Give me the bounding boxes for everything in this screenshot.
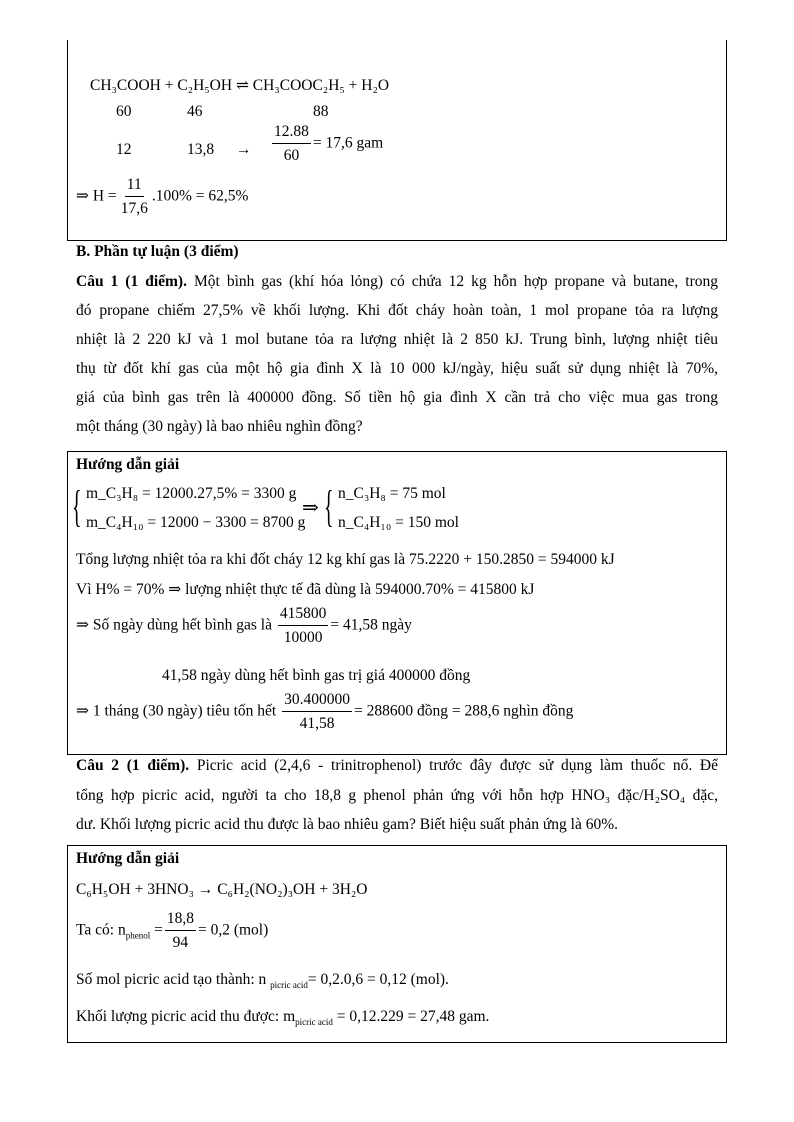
q1-line: thụ từ đốt khí gas của một hộ gia đình X là 10 000 kJ/ngày, hiệu suất sử dụng nhiệt là 70%,: [76, 360, 718, 377]
molar-mass-ester: 88: [313, 103, 329, 120]
q1-line: [76, 273, 718, 291]
molar-mass-ethanol: 46: [187, 103, 203, 120]
amount-acid: 12: [116, 141, 132, 158]
fraction-result: = 17,6 gam: [312, 134, 384, 152]
yield-result: .100% = 62,5%: [151, 187, 249, 205]
picric-result: = 0,2.0,6 = 0,12 (mol).: [307, 971, 449, 988]
moles-propane: n_C₃H₈ = 75 mol: [338, 485, 446, 502]
molar-mass-acid: 60: [116, 103, 132, 120]
left-brace: {: [72, 482, 82, 531]
fraction-denominator: 10000: [283, 629, 323, 646]
fraction-denominator: 17,6: [120, 200, 148, 217]
fraction-denominator: 60: [283, 147, 300, 164]
mass-result: = 0,12.229 = 27,48 gam.: [332, 1008, 490, 1025]
q2-text: Picric acid (2,4,6 - trinitrophenol) trước đây được sử dụng làm thuốc nổ. Để: [189, 757, 718, 774]
nitration-equation: C₆H₅OH + 3HNO₃ → C₆H₂(NO₂)₃OH + 3H₂O: [76, 881, 368, 898]
days-result: = 41,58 ngày: [330, 616, 412, 634]
picric-subscript: picric acid: [270, 980, 308, 991]
q2-line: tổng hợp picric acid, người ta cho 18,8 g phenol phản ứng với hỗn hợp HNO₃ đặc/H₂SO₄ đặc,: [76, 787, 718, 804]
days-prefix: ⇒ Số ngày dùng hết bình gas là: [76, 616, 272, 634]
phenol-moles-calc: [76, 910, 268, 952]
picric-mass-line: [76, 1008, 489, 1031]
moles-butane: n_C₄H₁₀ = 150 mol: [338, 514, 459, 531]
mass-prefix: Khối lượng picric acid thu được: m: [76, 1008, 296, 1025]
q2-line: [76, 757, 718, 775]
yield-calc: [76, 176, 248, 218]
left-brace: {: [324, 482, 334, 531]
fraction-numerator: 11: [125, 176, 144, 197]
month-result: = 288600 đồng = 288,6 nghìn đồng: [354, 702, 574, 720]
total-heat-line: Tổng lượng nhiệt tỏa ra khi đốt cháy 12 kg khí gas là 75.2220 + 150.2850 = 594000 kJ: [76, 551, 615, 568]
phenol-result: = 0,2 (mol): [197, 921, 269, 939]
amount-ethanol: 13,8: [187, 141, 215, 158]
q2-label: Câu 2 (1 điểm).: [76, 757, 190, 774]
fraction-numerator: 18,8: [165, 910, 196, 931]
days-calc: [76, 605, 412, 647]
mass-propane: m_C₃H₈ = 12000.27,5% = 3300 g: [86, 485, 297, 502]
phenol-prefix: Ta có: n: [76, 921, 126, 939]
yield-prefix: ⇒ H =: [76, 187, 117, 205]
esterification-equation: CH₃COOH + C₂H₅OH ⇌ CH₃COOC₂H₅ + H₂O: [90, 77, 390, 94]
fraction-numerator: 30.400000: [282, 691, 352, 712]
solution-heading: Hướng dẫn giải: [76, 456, 180, 473]
month-calc: [76, 691, 573, 733]
q1-line: giá của bình gas trên là 400000 đồng. Số tiền hộ gia đình X cần trả cho việc mua gas trong: [76, 389, 718, 406]
used-heat-line: Vì H% = 70% ⇒ lượng nhiệt thực tế đã dùng là 594000.70% = 415800 kJ: [76, 581, 535, 598]
equals: =: [154, 921, 163, 939]
picric-moles-line: [76, 971, 449, 994]
picric-prefix: Số mol picric acid tạo thành: n: [76, 971, 267, 988]
mass-butane: m_C₄H₁₀ = 12000 − 3300 = 8700 g: [86, 514, 306, 531]
q1-line: nhiệt là 2 220 kJ và 1 mol butane tỏa ra lượng nhiệt là 2 850 kJ. Trung bình, lượng nhiệt tiêu: [76, 331, 718, 348]
section-heading: B. Phần tự luận (3 điểm): [76, 243, 239, 260]
q1-label: Câu 1 (1 điểm).: [76, 273, 187, 290]
month-prefix: ⇒ 1 tháng (30 ngày) tiêu tốn hết: [76, 702, 277, 720]
mass-subscript: picric acid: [295, 1017, 333, 1028]
fraction-numerator: 12.88: [272, 123, 311, 144]
ester-mass-calc: [270, 123, 383, 165]
fraction-denominator: 41,58: [299, 715, 335, 732]
fraction-numerator: 415800: [278, 605, 329, 626]
implies-arrow: ⇒: [302, 497, 319, 519]
q2-line: dư. Khối lượng picric acid thu được là bao nhiêu gam? Biết hiệu suất phản ứng là 60%.: [76, 816, 618, 833]
q1-text: Một bình gas (khí hóa lỏng) có chứa 12 kg hỗn hợp propane và butane, trong: [186, 273, 718, 290]
solution-heading: Hướng dẫn giải: [76, 850, 180, 867]
q1-line: một tháng (30 ngày) là bao nhiêu nghìn đồng?: [76, 418, 363, 435]
phenol-subscript: phenol: [125, 930, 151, 941]
q1-line: đó propane chiếm 27,5% về khối lượng. Khi đốt cháy hoàn toàn, 1 mol propane tỏa ra lượng: [76, 302, 718, 319]
days-cost-line: 41,58 ngày dùng hết bình gas trị giá 400000 đồng: [162, 667, 471, 684]
arrow: →: [236, 141, 252, 158]
fraction-denominator: 94: [172, 934, 189, 951]
